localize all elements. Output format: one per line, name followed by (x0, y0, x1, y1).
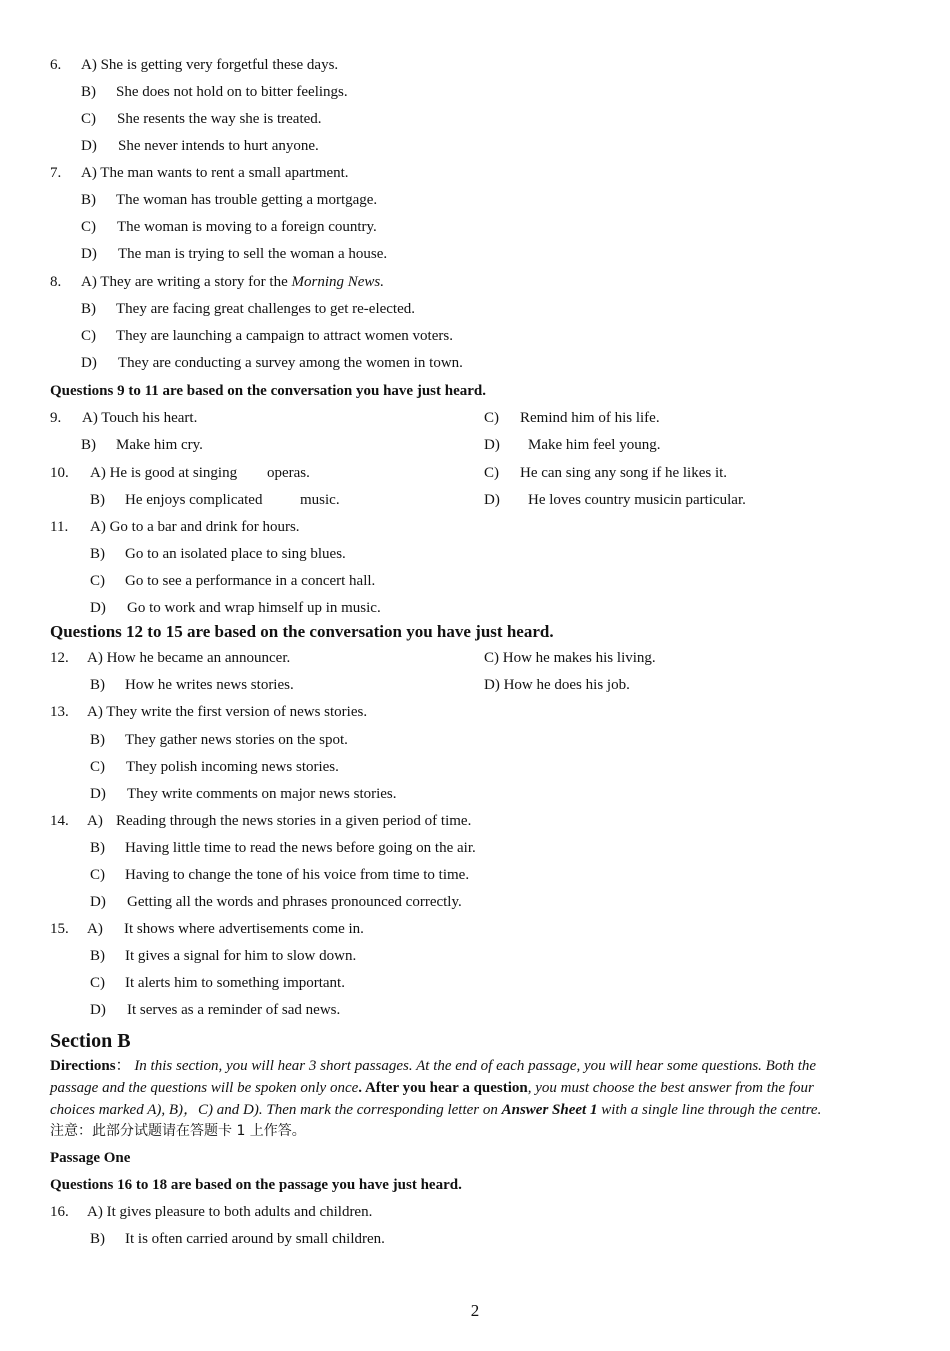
option-a: A) It gives pleasure to both adults and children. (87, 1204, 373, 1220)
directions-text: choices marked A (50, 1102, 157, 1118)
directions-line-2 (50, 1079, 814, 1097)
option-b: It gives a signal for him to slow down. (125, 948, 357, 964)
option-d: He loves country musicin particular. (528, 492, 746, 508)
option-label: C) (81, 328, 96, 344)
option-label: B) (90, 1231, 105, 1247)
directions-note: 注意：此部分试题请在答题卡 1 上作答。 (50, 1123, 306, 1139)
option-label: D) (90, 600, 106, 616)
directions-line-3 (50, 1101, 821, 1119)
answer-sheet-reference: Answer Sheet 1 (501, 1102, 598, 1118)
option-c: They are launching a campaign to attract women voters. (116, 328, 453, 344)
option-label: D) (90, 894, 106, 910)
option-a: A) He is good at singing (90, 465, 238, 481)
option-b: Go to an isolated place to sing blues. (125, 546, 346, 562)
directions-text: with a single line through the centre. (597, 1102, 822, 1118)
option-b: How he writes news stories. (125, 677, 294, 693)
option-label: D) (484, 437, 500, 453)
question-number: 13. (50, 704, 69, 720)
option-b: The woman has trouble getting a mortgage. (116, 192, 378, 208)
question-number: 10. (50, 465, 69, 481)
option-label: B) (81, 437, 96, 453)
option-label: D) (90, 786, 106, 802)
option-d: She never intends to hurt anyone. (118, 138, 319, 154)
option-a: A) Touch his heart. (82, 410, 198, 426)
option-d: The man is trying to sell the woman a house. (118, 246, 388, 262)
option-label: C) (484, 465, 499, 481)
option-label: D) (484, 492, 500, 508)
section-title: Section B (50, 1030, 131, 1052)
option-c: The woman is moving to a foreign country. (117, 219, 377, 235)
option-c: They polish incoming news stories. (126, 759, 339, 775)
option-label: C) (90, 573, 105, 589)
option-d: Getting all the words and phrases pronounced correctly. (127, 894, 462, 910)
option-d: They write comments on major news stories. (127, 786, 397, 802)
option-label: C) (81, 111, 96, 127)
question-number: 12. (50, 650, 69, 666)
option-d: They are conducting a survey among the women in town. (118, 355, 463, 371)
option-b: They gather news stories on the spot. (125, 732, 348, 748)
directions-text: . After you hear a question (358, 1080, 528, 1096)
option-d: Go to work and wrap himself up in music. (127, 600, 381, 616)
option-c: He can sing any song if he likes it. (520, 465, 728, 481)
directions-text: ，C (183, 1102, 209, 1118)
section-heading: Questions 16 to 18 are based on the passage you have just heard. (50, 1177, 462, 1193)
option-c: Go to see a performance in a concert hall. (125, 573, 376, 589)
question-number: 15. (50, 921, 69, 937)
option-label: B) (90, 948, 105, 964)
option-a: A) The man wants to rent a small apartment. (81, 165, 349, 181)
option-a: A) Go to a bar and drink for hours. (90, 519, 300, 535)
question-number: 9. (50, 410, 62, 426)
option-b: They are facing great challenges to get re-elected. (116, 301, 415, 317)
option-label: D) (81, 355, 97, 371)
option-a-text: A) They are writing a story for the (81, 274, 292, 290)
question-number: 14. (50, 813, 69, 829)
option-d: It serves as a reminder of sad news. (127, 1002, 341, 1018)
option-b: He enjoys complicated (125, 492, 263, 508)
directions-text: ). Then mark the corresponding letter on (253, 1102, 502, 1118)
option-label: C) (90, 867, 105, 883)
question-number: 8. (50, 274, 62, 290)
option-label: A) (87, 813, 103, 829)
option-label: D) (90, 1002, 106, 1018)
option-c: C) How he makes his living. (484, 650, 656, 666)
newspaper-title: Morning News. (291, 274, 385, 290)
option-label: C) (90, 975, 105, 991)
option-d: Make him feel young. (528, 437, 661, 453)
section-heading: Questions 9 to 11 are based on the conversation you have just heard. (50, 383, 486, 399)
option-label: B) (90, 732, 105, 748)
option-label: A) (87, 921, 103, 937)
option-b: Make him cry. (116, 437, 203, 453)
option-b: Having little time to read the news before going on the air. (125, 840, 476, 856)
directions-colon: ： (115, 1058, 131, 1074)
option-label: B) (90, 546, 105, 562)
option-a: Reading through the news stories in a given period of time. (116, 813, 472, 829)
option-b: She does not hold on to bitter feelings. (116, 84, 348, 100)
directions-text: ) and D (208, 1102, 254, 1118)
option-a-continued: operas. (267, 465, 310, 481)
directions-line-1 (50, 1057, 880, 1075)
option-a: A) They write the first version of news stories. (87, 704, 368, 720)
option-label: B) (90, 840, 105, 856)
option-b-continued: music. (300, 492, 340, 508)
page-number: 2 (470, 1301, 480, 1320)
option-label: D) (81, 246, 97, 262)
option-label: C) (81, 219, 96, 235)
directions-text: passage and the questions will be spoken only once (50, 1080, 359, 1096)
option-label: C) (484, 410, 499, 426)
option-c: It alerts him to something important. (125, 975, 345, 991)
option-d: D) How he does his job. (484, 677, 630, 693)
question-number: 6. (50, 57, 62, 73)
option-a (81, 273, 384, 291)
option-b: It is often carried around by small children. (125, 1231, 385, 1247)
directions-text: , you must choose the best answer from the four (527, 1080, 814, 1096)
option-label: B) (81, 301, 96, 317)
passage-title: Passage One (50, 1150, 131, 1166)
option-c: Having to change the tone of his voice from time to time. (125, 867, 470, 883)
option-label: B) (81, 192, 96, 208)
directions-label: Directions (50, 1058, 116, 1074)
option-a: A) She is getting very forgetful these days. (81, 57, 339, 73)
option-label: D) (81, 138, 97, 154)
question-number: 7. (50, 165, 62, 181)
directions-text: ), B) (156, 1102, 184, 1118)
question-number: 11. (50, 519, 69, 535)
option-c: She resents the way she is treated. (117, 111, 322, 127)
option-label: C) (90, 759, 105, 775)
option-label: B) (81, 84, 96, 100)
option-c: Remind him of his life. (520, 410, 660, 426)
option-a: It shows where advertisements come in. (124, 921, 364, 937)
option-a: A) How he became an announcer. (87, 650, 291, 666)
section-heading: Questions 12 to 15 are based on the conversation you have just heard. (50, 622, 554, 641)
directions-text: In this section, you will hear 3 short passages. At the end of each passage, you will hear some questions. Both the (134, 1058, 817, 1074)
question-number: 16. (50, 1204, 69, 1220)
option-label: B) (90, 677, 105, 693)
option-label: B) (90, 492, 105, 508)
